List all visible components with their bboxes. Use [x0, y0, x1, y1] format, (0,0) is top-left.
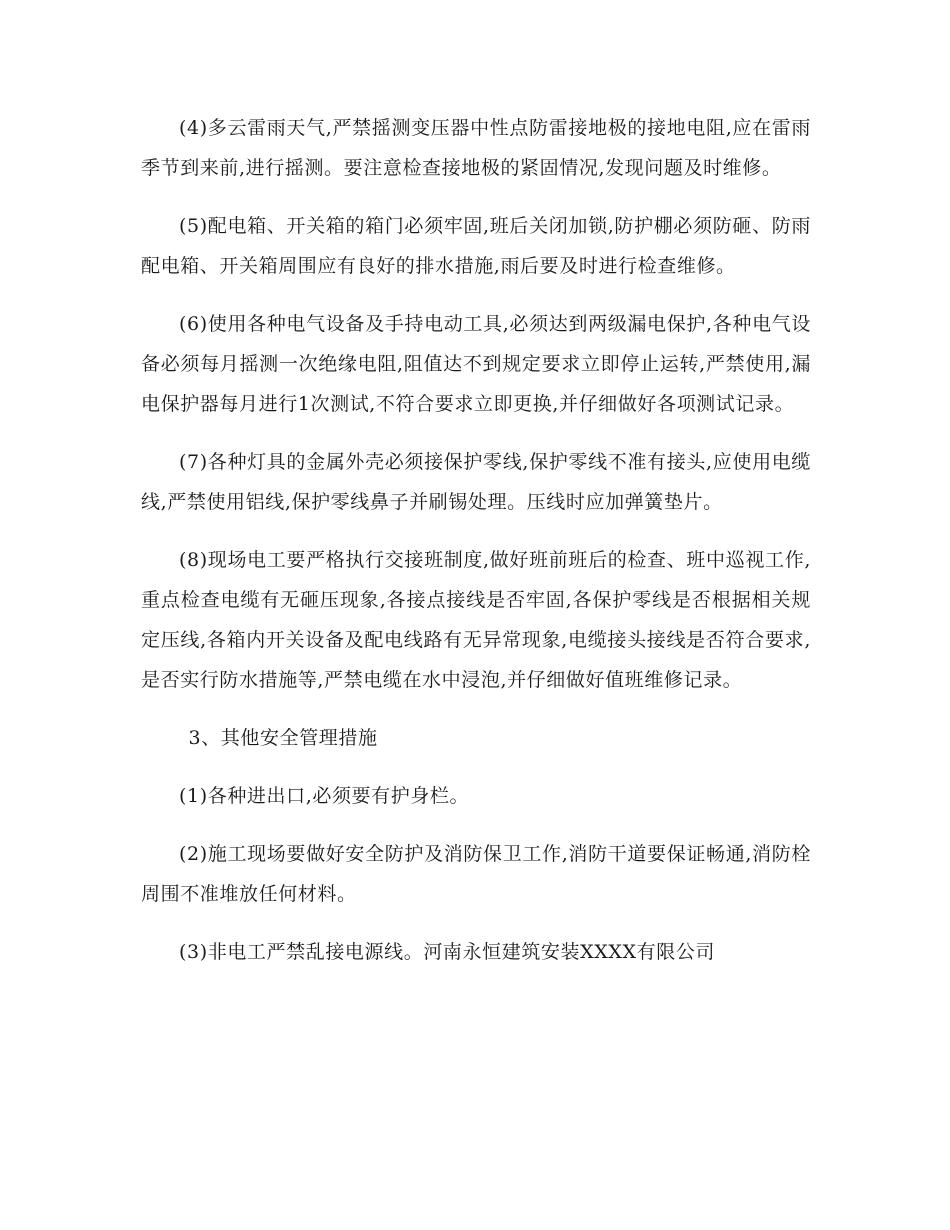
paragraph-other-3: (3)非电工严禁乱接电源线。河南永恒建筑安装XXXX有限公司: [179, 941, 716, 963]
paragraph-other-2: (2)施工现场要做好安全防护及消防保卫工作,消防干道要保证畅通,消防栓周围不准堆放任何材料。: [141, 843, 811, 905]
document-page: [141, 108, 811, 990]
paragraph-item-4: (4)多云雷雨天气,严禁摇测变压器中性点防雷接地极的接地电阻,应在雷雨季节到来前,进行摇测。要注意检查接地极的紧固情况,发现问题及时维修。: [141, 117, 811, 179]
paragraph-item-8: (8)现场电工要严格执行交接班制度,做好班前班后的检查、班中巡视工作,重点检查电缆有无砸压现象,各接点接线是否牢固,各保护零线是否根据相关规定压线,各箱内开关设备及配电线路有无异常现象,电缆接头接线是否符合要求,是否实行防水措施等,严禁电缆在水中浸泡,并仔细做好值班维修记录。: [141, 549, 811, 691]
paragraph-other-1: (1)各种进出口,必须要有护身栏。: [179, 785, 470, 807]
paragraph-item-7: (7)各种灯具的金属外壳必须接保护零线,保护零线不准有接头,应使用电缆线,严禁使用铝线,保护零线鼻子并刷锡处理。压线时应加弹簧垫片。: [141, 451, 811, 513]
paragraph-item-6: (6)使用各种电气设备及手持电动工具,必须达到两级漏电保护,各种电气设备必须每月摇测一次绝缘电阻,阻值达不到规定要求立即停止运转,严禁使用,漏电保护器每月进行1次测试,不符合要求立即更换,并仔细做好各项测试记录。: [141, 313, 811, 415]
section-heading-3: 3、其他安全管理措施: [188, 727, 378, 749]
paragraph-item-5: (5)配电箱、开关箱的箱门必须牢固,班后关闭加锁,防护棚必须防砸、防雨配电箱、开关箱周围应有良好的排水措施,雨后要及时进行检查维修。: [141, 215, 811, 277]
